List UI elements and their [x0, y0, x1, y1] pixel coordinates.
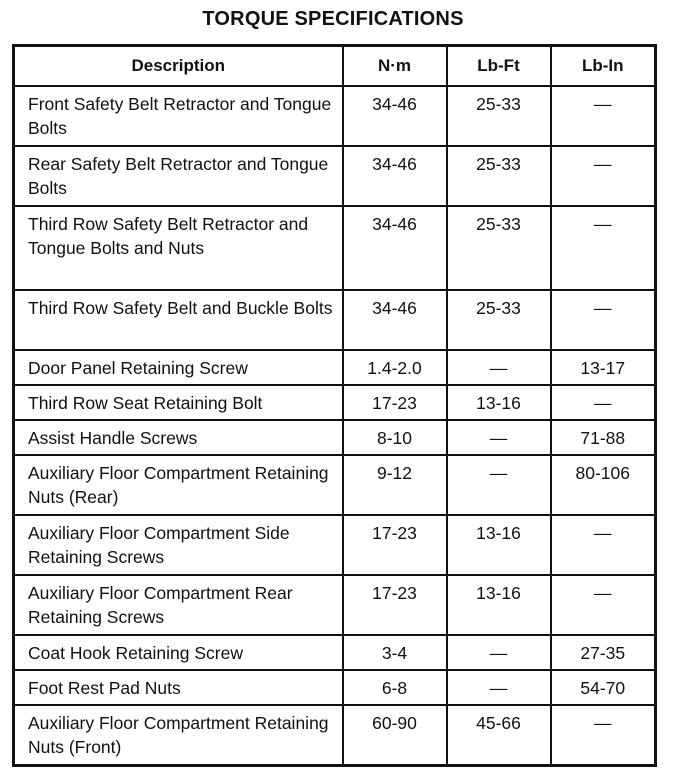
nm-cell: 17-23 [343, 575, 447, 635]
lbin-cell: 27-35 [551, 635, 656, 670]
description-cell: Auxiliary Floor Compartment Rear Retaining Screws [14, 575, 343, 635]
column-header-nm: N·m [343, 46, 447, 87]
table-row [14, 290, 656, 350]
lbin-cell: — [551, 206, 656, 290]
description-cell: Auxiliary Floor Compartment Retaining Nuts (Rear) [14, 455, 343, 515]
lbin-cell: — [551, 705, 656, 765]
lbft-cell: 13-16 [447, 385, 551, 420]
nm-cell: 9-12 [343, 455, 447, 515]
torque-spec-table [12, 44, 657, 767]
lbft-cell: — [447, 350, 551, 385]
lbin-cell: — [551, 385, 656, 420]
lbft-cell: 25-33 [447, 206, 551, 290]
column-header-lbft: Lb-Ft [447, 46, 551, 87]
table-row [14, 350, 656, 385]
lbft-cell: 25-33 [447, 290, 551, 350]
description-cell: Rear Safety Belt Retractor and Tongue Bolts [14, 146, 343, 206]
description-cell: Door Panel Retaining Screw [14, 350, 343, 385]
table-row [14, 705, 656, 765]
nm-cell: 17-23 [343, 515, 447, 575]
description-cell: Auxiliary Floor Compartment Retaining Nuts (Front) [14, 705, 343, 765]
lbft-cell: 45-66 [447, 705, 551, 765]
table-row [14, 206, 656, 290]
description-cell: Third Row Safety Belt and Buckle Bolts [14, 290, 343, 350]
table-row [14, 86, 656, 146]
table-row [14, 670, 656, 705]
lbin-cell: 13-17 [551, 350, 656, 385]
table-row [14, 515, 656, 575]
lbft-cell: — [447, 455, 551, 515]
description-cell: Foot Rest Pad Nuts [14, 670, 343, 705]
description-cell: Third Row Safety Belt Retractor and Tongue Bolts and Nuts [14, 206, 343, 290]
table-row [14, 575, 656, 635]
nm-cell: 6-8 [343, 670, 447, 705]
lbin-cell: 71-88 [551, 420, 656, 455]
lbft-cell: — [447, 635, 551, 670]
column-header-lbin: Lb-In [551, 46, 656, 87]
lbin-cell: 54-70 [551, 670, 656, 705]
lbin-cell: — [551, 86, 656, 146]
table-row [14, 455, 656, 515]
header-row [14, 46, 656, 87]
description-cell: Auxiliary Floor Compartment Side Retaining Screws [14, 515, 343, 575]
nm-cell: 60-90 [343, 705, 447, 765]
lbin-cell: — [551, 575, 656, 635]
nm-cell: 3-4 [343, 635, 447, 670]
description-cell: Front Safety Belt Retractor and Tongue Bolts [14, 86, 343, 146]
lbin-cell: — [551, 515, 656, 575]
lbft-cell: 13-16 [447, 515, 551, 575]
lbin-cell: — [551, 290, 656, 350]
table-row [14, 385, 656, 420]
table-row [14, 635, 656, 670]
column-header-description: Description [14, 46, 343, 87]
lbft-cell: 13-16 [447, 575, 551, 635]
nm-cell: 34-46 [343, 86, 447, 146]
nm-cell: 34-46 [343, 290, 447, 350]
nm-cell: 1.4-2.0 [343, 350, 447, 385]
page-title: TORQUE SPECIFICATIONS [202, 8, 464, 30]
nm-cell: 34-46 [343, 146, 447, 206]
nm-cell: 8-10 [343, 420, 447, 455]
table-row [14, 420, 656, 455]
lbft-cell: 25-33 [447, 86, 551, 146]
description-cell: Coat Hook Retaining Screw [14, 635, 343, 670]
lbft-cell: — [447, 420, 551, 455]
nm-cell: 17-23 [343, 385, 447, 420]
lbin-cell: — [551, 146, 656, 206]
lbin-cell: 80-106 [551, 455, 656, 515]
description-cell: Assist Handle Screws [14, 420, 343, 455]
description-cell: Third Row Seat Retaining Bolt [14, 385, 343, 420]
nm-cell: 34-46 [343, 206, 447, 290]
lbft-cell: 25-33 [447, 146, 551, 206]
lbft-cell: — [447, 670, 551, 705]
table-row [14, 146, 656, 206]
